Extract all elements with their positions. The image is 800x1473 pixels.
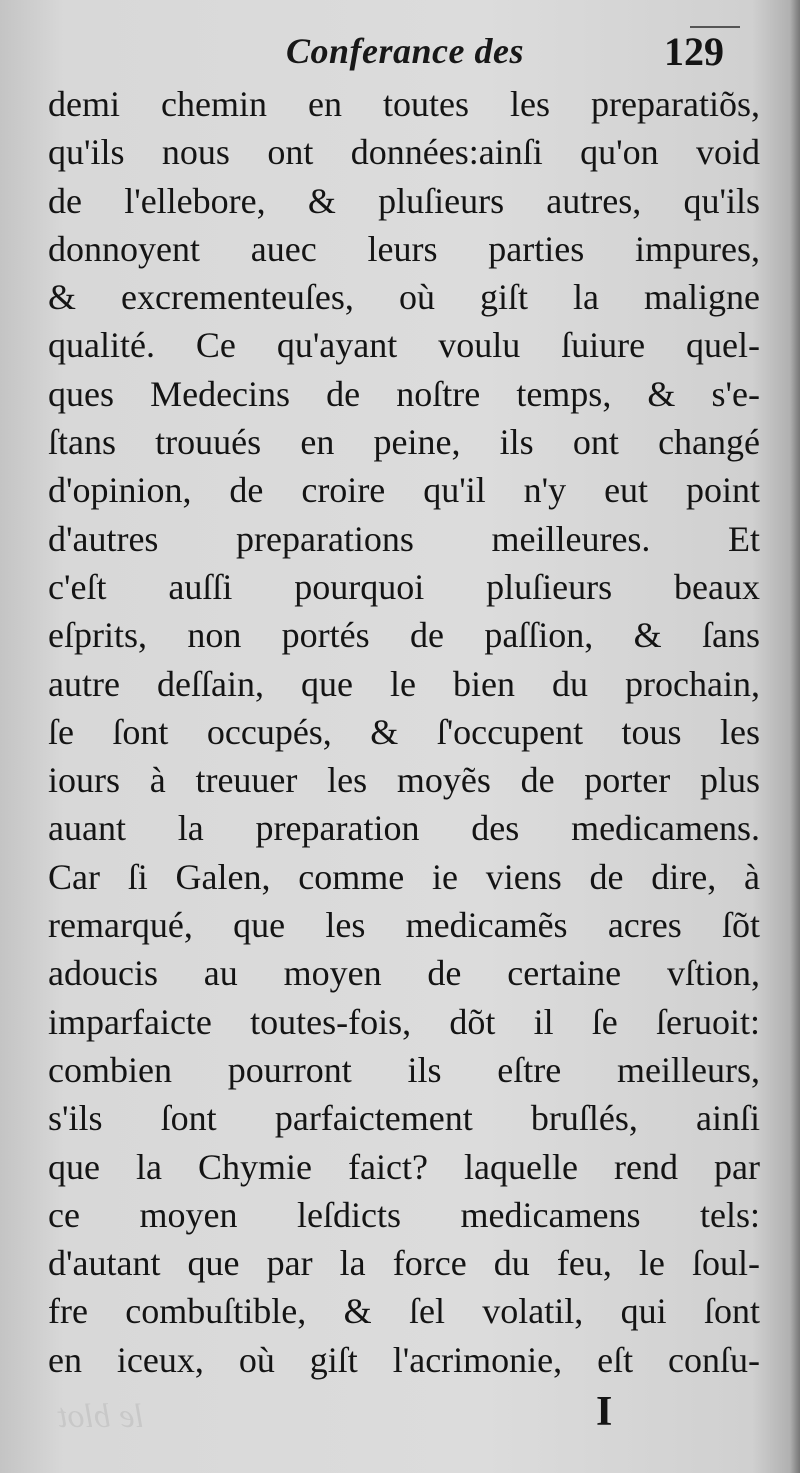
text-line: d'autres preparations meilleures. Et bbox=[48, 518, 760, 559]
text-line: & excrementeuſes, où giſt la maligne bbox=[48, 277, 760, 318]
text-line: qu'ils nous ont données:ainſi qu'on void bbox=[48, 132, 760, 173]
text-line: remarqué, que les medicamẽs acres ſõt bbox=[48, 905, 760, 946]
text-line: ce moyen leſdicts medicamens tels: bbox=[48, 1194, 760, 1235]
signature-mark: I bbox=[596, 1389, 613, 1435]
text-line: auant la preparation des medicamens. bbox=[48, 808, 760, 849]
text-line: qualité. Ce qu'ayant voulu ſuiure quel- bbox=[48, 325, 760, 366]
text-line: en iceux, où giſt l'acrimonie, eſt conſu- bbox=[48, 1339, 760, 1380]
running-title: Conferance des bbox=[286, 31, 524, 71]
text-line: ſtans trouués en peine, ils ont changé bbox=[48, 422, 760, 463]
text-line: ques Medecins de noſtre temps, & s'e- bbox=[48, 373, 760, 414]
text-line: de l'ellebore, & pluſieurs autres, qu'ils bbox=[48, 180, 760, 221]
text-line: d'autant que par la force du feu, le ſoul- bbox=[48, 1243, 760, 1284]
page-edge-shadow bbox=[790, 0, 800, 1473]
text-line: c'eſt auſſi pourquoi pluſieurs beaux bbox=[48, 566, 760, 607]
text-line: combien pourront ils eſtre meilleurs, bbox=[48, 1049, 760, 1090]
page-header bbox=[0, 22, 800, 82]
body-text bbox=[48, 80, 760, 1384]
text-line: Car ſi Galen, comme ie viens de dire, à bbox=[48, 856, 760, 897]
text-line: que la Chymie faict? laquelle rend par bbox=[48, 1146, 760, 1187]
text-line: autre deſſain, que le bien du prochain, bbox=[48, 663, 760, 704]
text-line: adoucis au moyen de certaine vſtion, bbox=[48, 953, 760, 994]
text-line: demi chemin en toutes les preparatiõs, bbox=[48, 84, 760, 124]
bleed-through-text: le blot bbox=[58, 1398, 144, 1435]
text-line: s'ils ſont parfaictement bruſlés, ainſi bbox=[48, 1098, 760, 1139]
text-line: fre combuſtible, & ſel volatil, qui ſont bbox=[48, 1291, 760, 1332]
page-number: 129 bbox=[664, 29, 724, 74]
text-line: donnoyent auec leurs parties impures, bbox=[48, 228, 760, 269]
text-line: eſprits, non portés de paſſion, & ſans bbox=[48, 615, 760, 656]
text-line: d'opinion, de croire qu'il n'y eut point bbox=[48, 470, 760, 511]
text-line: ſe ſont occupés, & ſ'occupent tous les bbox=[48, 711, 760, 752]
text-line: imparfaicte toutes-fois, dõt il ſe ſeruoit: bbox=[48, 1001, 760, 1042]
text-line: iours à treuuer les moyẽs de porter plus bbox=[48, 760, 760, 801]
